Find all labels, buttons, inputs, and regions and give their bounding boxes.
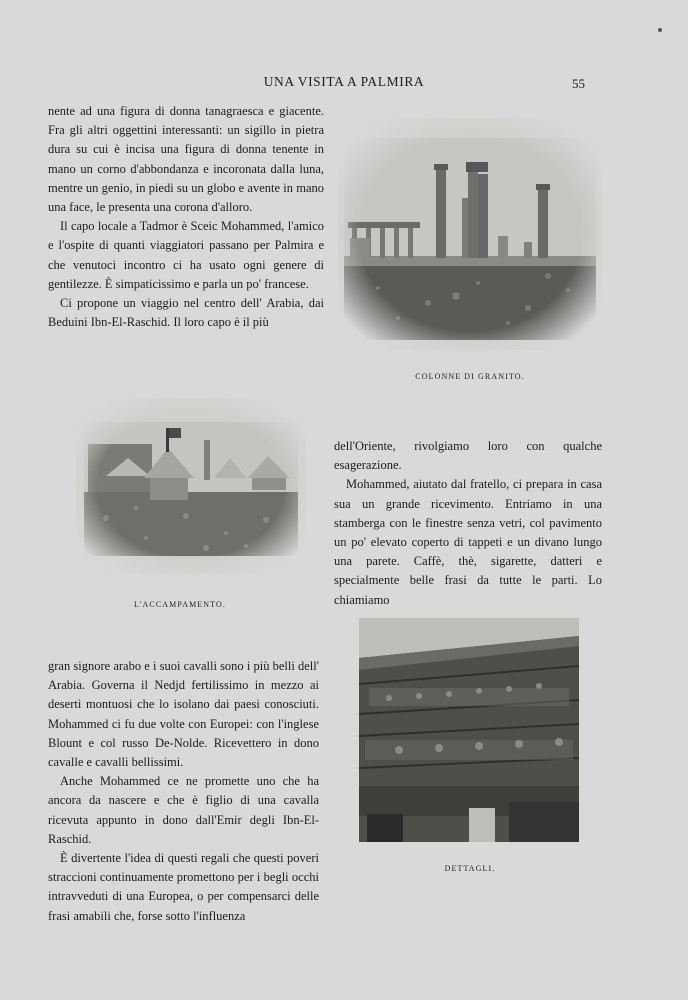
caption-camp: L'ACCAMPAMENTO. <box>134 600 226 609</box>
text-column-top-left <box>48 102 324 332</box>
page-number: 55 <box>572 76 585 91</box>
paragraph: dell'Oriente, rivolgiamo loro con qualche esagerazione. <box>334 439 602 473</box>
caption-details: DETTAGLI. <box>444 864 496 873</box>
paragraph: Anche Mohammed ce ne promette uno che ha ancora da nascere e che è figlio di una cavalla ricevuta appunto in dono dall'Emir degli Ibn-El-Raschid. <box>48 774 319 846</box>
photo-details <box>359 618 579 842</box>
paragraph: È divertente l'idea di questi regali che questi poveri straccioni continuamente promettono per i begli occhi intravveduti di una Europea, o per compensarci delle frasi amabili che, forse sotto l'influenza <box>48 851 319 923</box>
paragraph: nente ad una figura di donna tanagraesca e giacente. Fra gli altri oggettini interessanti: un sigillo in pietra dura su cui è incisa una figura di donna tenente in mano un corno d'abbondanza e incoronata dalla luna, mentre un genio, in piedi su un globo e avente in mano una face, le presenta una corona d'alloro. <box>48 104 324 215</box>
caption-granite-columns: COLONNE DI GRANITO. <box>415 372 525 381</box>
text-column-middle-right <box>334 437 602 610</box>
paragraph: gran signore arabo e i suoi cavalli sono i più belli dell' Arabia. Governa il Nedjd fertilissimo in mezzo ai deserti montuosi che lo isolano dai paesi conosciuti. Mohammed ci fu due volte con Europei: con l'inglese Blount e col russo De-Nolde. Ricevettero in dono cavalle e cavalli bellissimi. <box>48 659 319 770</box>
page-speck <box>658 28 662 32</box>
photo-granite-columns <box>338 118 602 350</box>
text-column-bottom-left <box>48 657 319 926</box>
photo-camp <box>76 398 306 574</box>
running-title: UNA VISITA A PALMIRA <box>263 74 425 89</box>
paragraph: Ci propone un viaggio nel centro dell' Arabia, dai Beduini Ibn-El-Raschid. Il loro capo è il più <box>48 296 324 330</box>
paragraph: Il capo locale a Tadmor è Sceic Mohammed, l'amico e l'ospite di quanti viaggiatori passano per Palmira e che venutoci incontro ci ha usato ogni genere di gentilezze. È simpaticissimo e parla un po' francese. <box>48 219 324 291</box>
paragraph: Mohammed, aiutato dal fratello, ci prepara in casa sua un grande ricevimento. Entriamo in una stamberga con le finestre senza vetri, col pavimento un po' elevato coperto di tappeti e un divano lungo una parete. Caffè, thè, sigarette, datteri e specialmente belle frasi da tutte le parti. Lo chiamiamo <box>334 477 602 607</box>
